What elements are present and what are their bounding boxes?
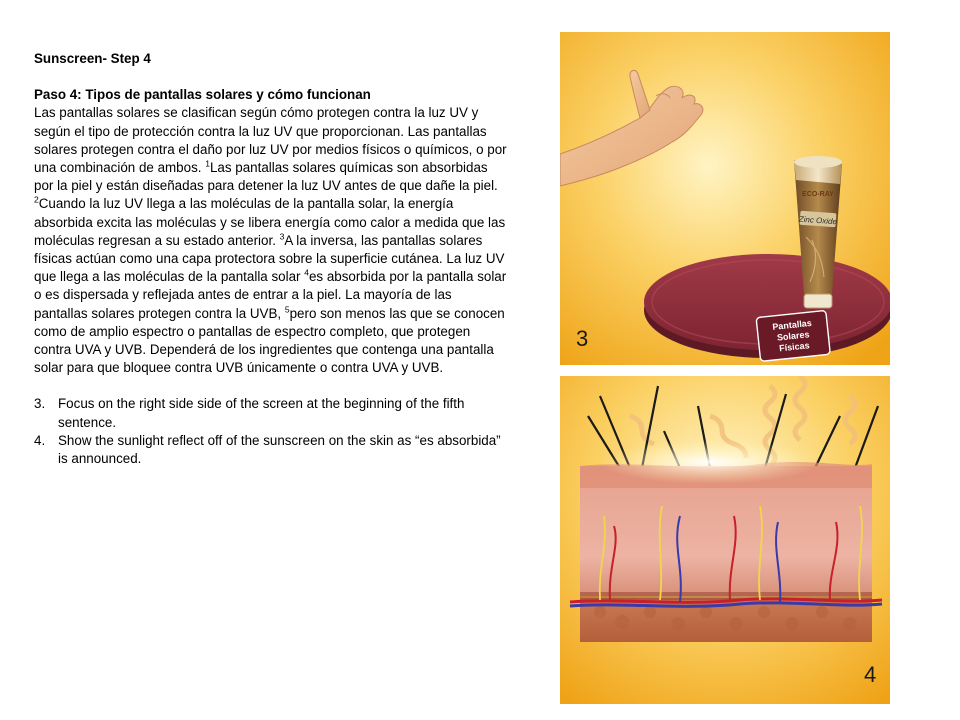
speaker-note-item: [34, 432, 508, 468]
sunscreen-scene-illustration: [560, 32, 890, 365]
note-number: 4.: [34, 432, 46, 448]
tube-label-text: Zinc Oxide: [798, 214, 838, 227]
body-text-segment: pero son menos las que se conocen como de amplio espectro o pantallas de espectro completo, que protegen contra UVA y UVB. Dependerá de los ingredientes que contenga una pantalla solar para que bloquee contra UVB únicamente o contra UVA y UVB.: [34, 305, 505, 376]
skin-cross-section-illustration: [560, 376, 890, 704]
footnote-marker: 2: [34, 194, 39, 205]
body-text-segment: Cuando la luz UV llega a las moléculas de la pantalla solar, la energía absorbida excita las moléculas y se libera energía como calor a medida que las moléculas regresan a su estado anterior.: [34, 196, 506, 248]
note-text: Show the sunlight reflect off of the sunscreen on the skin as “es absorbida” is announced.: [58, 432, 501, 467]
illustration-panel-3: [560, 32, 890, 365]
note-text: Focus on the right side side of the screen at the beginning of the fifth sentence.: [58, 396, 465, 430]
footnote-marker: 4: [304, 267, 309, 278]
panel-3-number: 3: [576, 326, 589, 351]
speaker-note-item: [34, 395, 508, 431]
footnote-marker: 5: [284, 304, 290, 315]
body-paragraph: [34, 104, 508, 377]
body-text-segment: Las pantallas solares se clasifican según cómo protegen contra la luz UV y según el tipo de protección contra la luz UV que proporcionan. Las pantallas solares protegen contra el daño por luz UV por medios físicos o químicos, o por una combinación de ambos.: [34, 105, 507, 176]
sunlight-reflection-glow: [600, 440, 820, 484]
skin-layers: [580, 462, 872, 642]
platform-label-line-2: Solares: [776, 329, 810, 343]
platform-label-line-1: Pantallas: [771, 317, 813, 332]
slide-header: Sunscreen- Step 4: [34, 51, 151, 66]
text-column: [34, 50, 508, 468]
speaker-notes-list: [34, 395, 508, 468]
note-number: 3.: [34, 396, 46, 412]
tube-brand-text: ECO-RAY: [802, 191, 834, 198]
illustration-panel-4: [560, 376, 890, 704]
panel-4-number: 4: [864, 662, 877, 687]
platform-label-line-3: Físicas: [778, 340, 811, 354]
footnote-marker: 1: [205, 158, 210, 169]
footnote-marker: 3: [279, 231, 285, 242]
step-title: Paso 4: Tipos de pantallas solares y cómo funcionan: [34, 87, 371, 103]
body-text-segment: es absorbida por la pantalla solar o es dispersada y reflejada antes de entrar a la piel. La mayoría de las pantallas solares protegen contra la UVB,: [34, 269, 507, 321]
body-text-segment: Las pantallas solares químicas son absorbidas por la piel y están diseñadas para detener la luz UV antes de que dañe la piel.: [34, 160, 498, 194]
platform-label: [756, 310, 830, 361]
body-text-segment: A la inversa, las pantallas solares físicas actúan como una capa protectora sobre la superficie cutánea. La luz UV que llega a las moléculas de la pantalla solar: [34, 232, 505, 285]
